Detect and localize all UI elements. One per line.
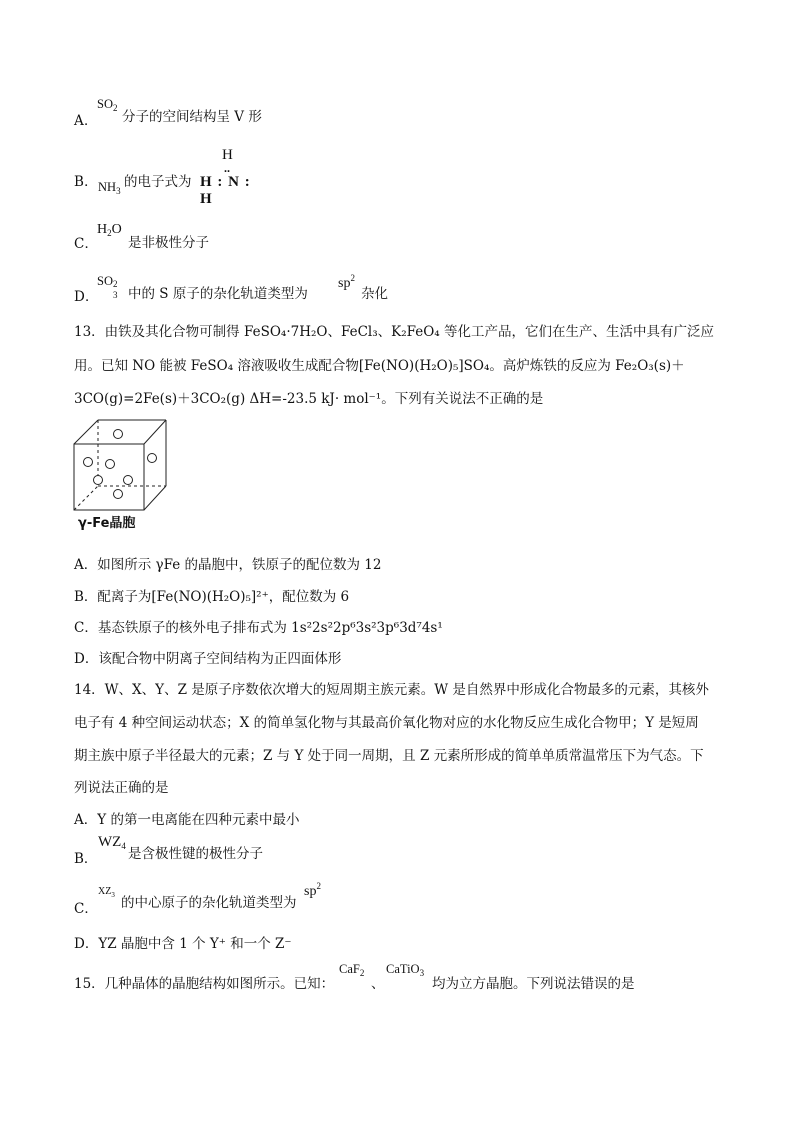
h2o-formula: $H_2O$	[97, 222, 122, 238]
q12-option-d: D．	[74, 289, 99, 305]
q13-option-b: B．配离子为[Fe(NO)(H₂O)₅]²⁺，配位数为 6	[74, 589, 350, 605]
caf2-formula: CaF$_2$	[339, 962, 365, 978]
q14-stem-line-4: 列说法正确的是	[74, 780, 169, 796]
q14-option-d: D．YZ 晶胞中含 1 个 Y⁺ 和一个 Z⁻	[74, 936, 292, 952]
q14-option-b-text: 是含极性键的极性分子	[128, 846, 263, 862]
q13-stem-line-1: 13．由铁及其化合物可制得 FeSO₄·7H₂O、FeCl₃、K₂FeO₄ 等化工产品，它们在生产、生活中具有广泛应	[74, 324, 715, 340]
q14-stem-line-2: 电子有 4 种空间运动状态；X 的简单氢化物与其最高价氧化物对应的水化物反应生成化合物甲；Y 是短周	[74, 715, 699, 731]
q12-option-a-text: 分子的空间结构呈 V 形	[122, 109, 262, 125]
q15-stem-end: 均为立方晶胞。下列说法错误的是	[432, 976, 635, 992]
so3-ion-formula: SO 2 3	[97, 274, 118, 300]
sp2-label-q14: $sp^2$	[304, 881, 321, 899]
q14-option-b: B．	[74, 851, 98, 867]
wz4-formula: $WZ_4$	[98, 834, 126, 851]
q12-option-b: B．	[74, 174, 98, 190]
gamma-fe-unit-cell-figure	[70, 414, 170, 534]
q12-option-b-text: 的电子式为	[124, 174, 192, 190]
q14-option-c-text: 的中心原子的杂化轨道类型为	[121, 895, 297, 911]
q12-option-c-text: 是非极性分子	[128, 235, 209, 251]
option-letter: A．	[74, 113, 98, 129]
q14-option-c: C．	[74, 901, 98, 917]
q14-stem-line-1: 14．W、X、Y、Z 是原子序数依次增大的短周期主族元素。W 是自然界中形成化合物最多的元素，其核外	[74, 682, 709, 698]
q13-option-d: D．该配合物中阴离子空间结构为正四面体形	[74, 651, 342, 667]
sp2-label: $sp^2$	[338, 273, 355, 291]
unit-cell-diagram	[70, 414, 170, 524]
nh3-formula: $NH_3$	[98, 180, 121, 196]
q13-option-a: A．如图所示 γFe 的晶胞中，铁原子的配位数为 12	[74, 557, 382, 573]
catio3-formula: CaTiO$_3$	[386, 962, 425, 978]
q13-stem-line-3: 3CO(g)=2Fe(s)＋3CO₂(g) ΔH=-23.5 kJ· mol⁻¹。下列有关说法不正确的是	[74, 391, 544, 407]
q12-option-d-end: 杂化	[361, 286, 388, 302]
q13-stem-line-2: 用。已知 NO 能被 FeSO₄ 溶液吸收生成配合物[Fe(NO)(H₂O)₅]SO₄。高炉炼铁的反应为 Fe₂O₃(s)＋	[74, 358, 685, 374]
q12-option-a	[74, 111, 98, 131]
q14-stem-line-3: 期主族中原子半径最大的元素；Z 与 Y 处于同一周期，且 Z 元素所形成的简单单质常温常压下为气态。下	[74, 748, 704, 764]
so2-formula: $SO_2$	[97, 97, 118, 113]
q14-option-a: A．Y 的第一电离能在四种元素中最小	[74, 812, 300, 828]
xz3-formula: $XZ_3$	[98, 886, 115, 899]
nh3-lewis-structure: H .. H : N : H	[200, 147, 251, 207]
q12-option-c: C．	[74, 236, 99, 252]
q12-option-d-text: 中的 S 原子的杂化轨道类型为	[128, 286, 308, 302]
q15-separator: 、	[371, 976, 385, 992]
figure-caption: γ-Fe晶胞	[78, 516, 136, 531]
q13-option-c: C．基态铁原子的核外电子排布式为 1s²2s²2p⁶3s²3p⁶3d⁷4s¹	[74, 620, 443, 636]
q15-stem-start: 15．几种晶体的晶胞结构如图所示。已知：	[74, 976, 335, 992]
